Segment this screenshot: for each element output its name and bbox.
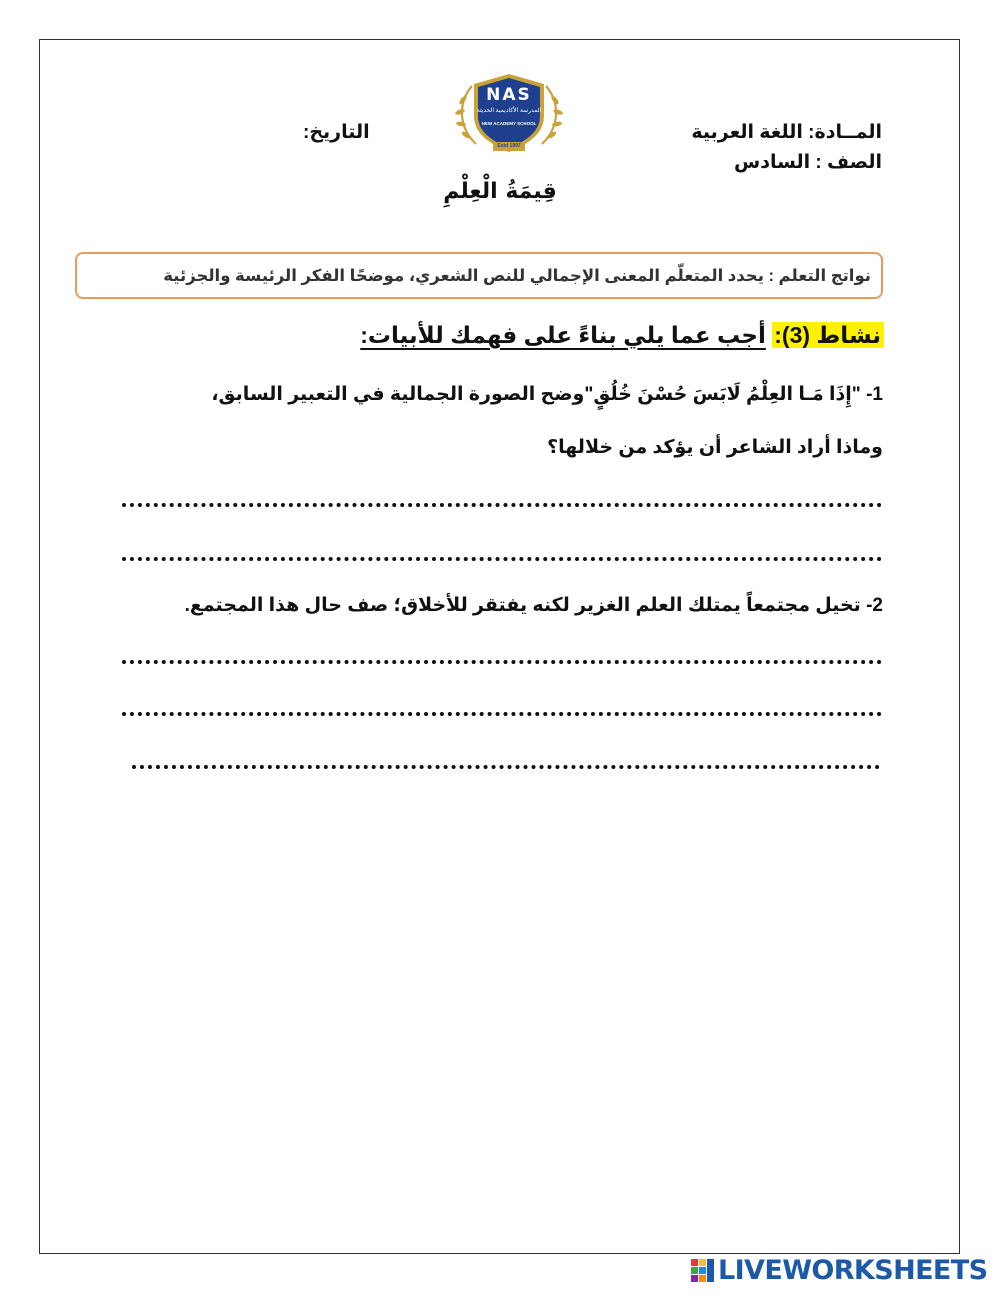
lesson-title: قِيمَةُ الْعِلْمِ	[443, 179, 557, 204]
logo-estd: Estd 1997	[497, 143, 521, 149]
answer-line-2[interactable]	[122, 557, 882, 561]
subject-label: المــادة: اللغة العربية	[691, 122, 882, 143]
answer-line-4[interactable]	[122, 712, 882, 716]
logo-arabic-name: المدرسة الأكاديمية الحديثة	[476, 108, 542, 114]
question-2-line-1	[185, 594, 883, 617]
activity-label: نشاط (3):	[772, 322, 884, 348]
question-1-text: "إِذَا مَـا العِلْمُ لَابَسَ حُسْنَ خُلُقٍ"وضح الصورة الجمالية في التعبير السابق،	[211, 384, 861, 405]
answer-line-1[interactable]	[122, 503, 882, 507]
grade-label: الصف : السادس	[734, 152, 882, 173]
liveworksheets-icon	[690, 1258, 716, 1284]
answer-line-3[interactable]	[122, 660, 882, 664]
answer-line-5[interactable]	[132, 765, 880, 769]
question-1-number: 1-	[866, 384, 883, 405]
logo-letters: NAS	[486, 85, 532, 105]
question-2-text: تخيل مجتمعاً يمتلك العلم الغزير لكنه يفتقر للأخلاق؛ صف حال هذا المجتمع.	[184, 595, 861, 616]
learning-outcomes-box	[75, 252, 883, 299]
liveworksheets-brand: LIVEWORKSHEETS	[718, 1255, 988, 1286]
question-2-number: 2-	[866, 595, 883, 616]
activity-instruction: أجب عما يلي بناءً على فهمك للأبيات:	[360, 322, 766, 348]
school-logo	[452, 72, 566, 158]
logo-english-name: NEW ACADEMY SCHOOL	[481, 121, 537, 126]
date-label: التاريخ:	[303, 122, 370, 143]
learning-outcomes-text: نواتج التعلم : يحدد المتعلّم المعنى الإجمالي للنص الشعري، موضحًا الفكر الرئيسة والجزئية	[163, 266, 871, 285]
question-1-line-2: وماذا أراد الشاعر أن يؤكد من خلالها؟	[547, 437, 883, 458]
question-1-line-1	[211, 383, 883, 406]
activity-heading	[360, 322, 884, 349]
liveworksheets-logo	[690, 1255, 987, 1286]
page-border	[39, 39, 960, 1254]
